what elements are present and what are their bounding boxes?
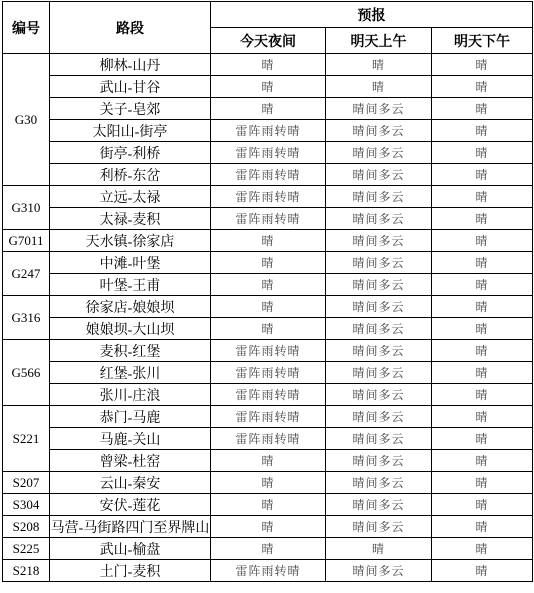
road-segment: 叶堡-王甫 [50,274,211,296]
forecast-tomorrow-morning: 晴 [326,54,432,76]
forecast-tonight: 晴 [211,54,326,76]
table-row [3,538,533,560]
forecast-tomorrow-morning: 晴 [326,76,432,98]
road-code: G566 [3,340,50,406]
road-segment: 张川-庄浪 [50,384,211,406]
table-row [3,98,533,120]
forecast-tomorrow-afternoon: 晴 [432,318,533,340]
road-segment: 天水镇-徐家店 [50,230,211,252]
road-segment: 太禄-麦积 [50,208,211,230]
forecast-tonight: 晴 [211,230,326,252]
forecast-tomorrow-afternoon: 晴 [432,340,533,362]
road-code: S208 [3,516,50,538]
forecast-tomorrow-afternoon: 晴 [432,230,533,252]
road-segment: 曾梁-杜窑 [50,450,211,472]
road-code: G247 [3,252,50,296]
forecast-tomorrow-morning: 晴间多云 [326,120,432,142]
header-code: 编号 [3,2,50,54]
road-segment: 土门-麦积 [50,560,211,582]
forecast-tomorrow-afternoon: 晴 [432,384,533,406]
table-row [3,274,533,296]
forecast-tomorrow-afternoon: 晴 [432,296,533,318]
forecast-tomorrow-afternoon: 晴 [432,186,533,208]
forecast-tomorrow-afternoon: 晴 [432,76,533,98]
road-code: G310 [3,186,50,230]
table-row [3,186,533,208]
forecast-tomorrow-afternoon: 晴 [432,362,533,384]
table-row [3,296,533,318]
forecast-tomorrow-morning: 晴间多云 [326,98,432,120]
table-row [3,428,533,450]
table-row [3,560,533,582]
road-segment: 利桥-东岔 [50,164,211,186]
forecast-tomorrow-afternoon: 晴 [432,164,533,186]
forecast-tomorrow-morning: 晴间多云 [326,406,432,428]
forecast-tomorrow-afternoon: 晴 [432,98,533,120]
forecast-tomorrow-morning: 晴间多云 [326,230,432,252]
road-code: S221 [3,406,50,472]
header-tomorrow-afternoon: 明天下午 [432,28,533,54]
forecast-tomorrow-afternoon: 晴 [432,406,533,428]
forecast-tonight: 晴 [211,296,326,318]
forecast-tomorrow-morning: 晴间多云 [326,296,432,318]
forecast-tonight: 晴 [211,76,326,98]
forecast-table-body [3,54,533,582]
forecast-tonight: 晴 [211,516,326,538]
forecast-tomorrow-afternoon: 晴 [432,120,533,142]
forecast-tomorrow-afternoon: 晴 [432,142,533,164]
forecast-tonight: 晴 [211,494,326,516]
forecast-tonight: 雷阵雨转晴 [211,560,326,582]
forecast-tomorrow-afternoon: 晴 [432,252,533,274]
table-row [3,120,533,142]
table-row [3,252,533,274]
road-weather-forecast-table [2,1,533,582]
forecast-tonight: 雷阵雨转晴 [211,340,326,362]
table-row [3,472,533,494]
road-segment: 娘娘坝-大山坝 [50,318,211,340]
forecast-tonight: 雷阵雨转晴 [211,120,326,142]
forecast-tonight: 晴 [211,98,326,120]
road-code: S225 [3,538,50,560]
table-row [3,450,533,472]
road-segment: 麦积-红堡 [50,340,211,362]
header-tonight: 今天夜间 [211,28,326,54]
forecast-tonight: 雷阵雨转晴 [211,142,326,164]
road-code: S218 [3,560,50,582]
forecast-tomorrow-afternoon: 晴 [432,538,533,560]
table-row [3,230,533,252]
road-segment: 太阳山-街亭 [50,120,211,142]
forecast-tomorrow-morning: 晴间多云 [326,494,432,516]
road-segment: 立远-太禄 [50,186,211,208]
forecast-tomorrow-morning: 晴 [326,538,432,560]
table-row [3,54,533,76]
forecast-tomorrow-afternoon: 晴 [432,450,533,472]
road-segment: 柳林-山丹 [50,54,211,76]
forecast-tonight: 雷阵雨转晴 [211,164,326,186]
forecast-tomorrow-morning: 晴间多云 [326,318,432,340]
forecast-tomorrow-afternoon: 晴 [432,516,533,538]
table-row [3,208,533,230]
road-segment: 恭门-马鹿 [50,406,211,428]
forecast-tonight: 晴 [211,274,326,296]
road-code: G7011 [3,230,50,252]
forecast-tomorrow-morning: 晴间多云 [326,208,432,230]
forecast-tonight: 晴 [211,472,326,494]
forecast-tonight: 雷阵雨转晴 [211,208,326,230]
forecast-tonight: 晴 [211,538,326,560]
forecast-tomorrow-morning: 晴间多云 [326,142,432,164]
forecast-tomorrow-morning: 晴间多云 [326,472,432,494]
forecast-tonight: 雷阵雨转晴 [211,384,326,406]
forecast-tomorrow-afternoon: 晴 [432,54,533,76]
road-segment: 关子-皂郊 [50,98,211,120]
road-segment: 武山-甘谷 [50,76,211,98]
road-segment: 马鹿-关山 [50,428,211,450]
road-code: G316 [3,296,50,340]
forecast-tomorrow-morning: 晴间多云 [326,186,432,208]
forecast-tonight: 雷阵雨转晴 [211,406,326,428]
table-row [3,164,533,186]
forecast-tonight: 雷阵雨转晴 [211,428,326,450]
road-code: S207 [3,472,50,494]
road-segment: 徐家店-娘娘坝 [50,296,211,318]
road-segment: 云山-秦安 [50,472,211,494]
table-row [3,318,533,340]
forecast-tomorrow-afternoon: 晴 [432,274,533,296]
forecast-tomorrow-afternoon: 晴 [432,494,533,516]
forecast-tomorrow-afternoon: 晴 [432,560,533,582]
forecast-tomorrow-afternoon: 晴 [432,472,533,494]
forecast-tomorrow-afternoon: 晴 [432,428,533,450]
forecast-tomorrow-morning: 晴间多云 [326,428,432,450]
header-forecast: 预报 [211,2,533,28]
forecast-tonight: 晴 [211,450,326,472]
table-row [3,340,533,362]
road-segment: 红堡-张川 [50,362,211,384]
table-row [3,384,533,406]
road-code: G30 [3,54,50,186]
forecast-tomorrow-morning: 晴间多云 [326,362,432,384]
forecast-tomorrow-morning: 晴间多云 [326,252,432,274]
header-segment: 路段 [50,2,211,54]
table-row [3,362,533,384]
forecast-tomorrow-morning: 晴间多云 [326,384,432,406]
table-row [3,406,533,428]
forecast-tomorrow-morning: 晴间多云 [326,450,432,472]
road-segment: 武山-榆盘 [50,538,211,560]
road-segment: 马营-马街路四门至界牌山 [50,516,211,538]
forecast-tonight: 晴 [211,318,326,340]
forecast-tomorrow-afternoon: 晴 [432,208,533,230]
forecast-tomorrow-morning: 晴间多云 [326,340,432,362]
table-row [3,494,533,516]
forecast-tomorrow-morning: 晴间多云 [326,560,432,582]
forecast-tomorrow-morning: 晴间多云 [326,274,432,296]
forecast-tomorrow-morning: 晴间多云 [326,516,432,538]
forecast-tonight: 雷阵雨转晴 [211,186,326,208]
header-tomorrow-morning: 明天上午 [326,28,432,54]
road-code: S304 [3,494,50,516]
forecast-tomorrow-morning: 晴间多云 [326,164,432,186]
table-row [3,142,533,164]
road-segment: 安伏-莲花 [50,494,211,516]
road-segment: 中滩-叶堡 [50,252,211,274]
forecast-tonight: 雷阵雨转晴 [211,362,326,384]
table-row [3,76,533,98]
table-row [3,516,533,538]
road-segment: 街亭-利桥 [50,142,211,164]
forecast-tonight: 晴 [211,252,326,274]
